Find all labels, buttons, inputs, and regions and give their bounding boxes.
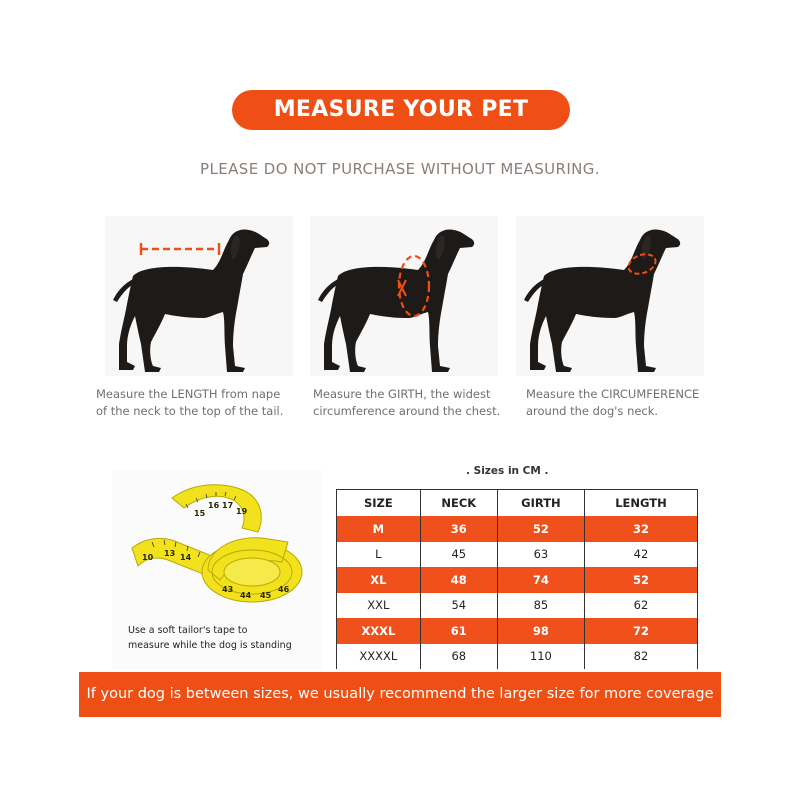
table-row [337, 593, 698, 619]
tape-measure-icon [112, 470, 322, 620]
tape-number: 13 [164, 549, 176, 558]
girth-panel [310, 216, 498, 376]
page-subtitle: PLEASE DO NOT PURCHASE WITHOUT MEASURING. [200, 160, 600, 178]
tape-number: 43 [222, 585, 234, 594]
table-row [337, 567, 698, 593]
size-cell: XXL [337, 593, 421, 619]
dog-length-icon [105, 216, 293, 376]
girth-cell: 98 [497, 618, 584, 644]
tape-caption [128, 623, 338, 653]
column-header-size: SIZE [337, 490, 421, 517]
column-header-girth: GIRTH [497, 490, 584, 517]
size-chart-table [336, 489, 698, 669]
neck-cell: 36 [420, 516, 497, 542]
sizes-unit-label: . Sizes in CM . [466, 465, 549, 477]
column-header-neck: NECK [420, 490, 497, 517]
tape-number: 45 [260, 591, 272, 600]
tape-number: 14 [180, 553, 192, 562]
length-caption [96, 386, 306, 420]
size-cell: XXXXL [337, 644, 421, 670]
column-header-length: LENGTH [585, 490, 698, 517]
tape-number: 10 [142, 553, 154, 562]
tape-number: 17 [222, 501, 234, 510]
girth-caption-line1: Measure the GIRTH, the widest [313, 387, 491, 401]
dog-girth-icon [310, 216, 498, 376]
length-caption-line2: of the neck to the top of the tail. [96, 404, 284, 418]
tape-number: 46 [278, 585, 290, 594]
neck-cell: 68 [420, 644, 497, 670]
neck-cell: 48 [420, 567, 497, 593]
size-cell: XL [337, 567, 421, 593]
neck-cell: 61 [420, 618, 497, 644]
page-title: MEASURE YOUR PET [232, 90, 570, 130]
table-row [337, 618, 698, 644]
neck-caption-line2: around the dog's neck. [526, 404, 659, 418]
tape-number: 16 [208, 501, 220, 510]
table-header-row [337, 490, 698, 517]
length-cell: 32 [585, 516, 698, 542]
table-row [337, 516, 698, 542]
girth-cell: 85 [497, 593, 584, 619]
length-cell: 42 [585, 542, 698, 568]
size-recommendation-banner: If your dog is between sizes, we usually recommend the larger size for more coverage [79, 672, 721, 717]
girth-caption [313, 386, 523, 420]
size-cell: M [337, 516, 421, 542]
table-row [337, 542, 698, 568]
neck-cell: 54 [420, 593, 497, 619]
tape-caption-line1: Use a soft tailor's tape to [128, 625, 248, 636]
girth-cell: 52 [497, 516, 584, 542]
tape-number: 44 [240, 591, 252, 600]
tape-number: 15 [194, 509, 206, 518]
girth-caption-line2: circumference around the chest. [313, 404, 501, 418]
length-cell: 52 [585, 567, 698, 593]
length-caption-line1: Measure the LENGTH from nape [96, 387, 281, 401]
girth-cell: 110 [497, 644, 584, 670]
girth-cell: 74 [497, 567, 584, 593]
length-cell: 82 [585, 644, 698, 670]
length-cell: 72 [585, 618, 698, 644]
dog-neck-icon [516, 216, 704, 376]
size-cell: L [337, 542, 421, 568]
length-cell: 62 [585, 593, 698, 619]
neck-caption [526, 386, 736, 420]
tape-caption-line2: measure while the dog is standing [128, 640, 292, 651]
size-cell: XXXL [337, 618, 421, 644]
neck-caption-line1: Measure the CIRCUMFERENCE [526, 387, 700, 401]
length-panel [105, 216, 293, 376]
table-row [337, 644, 698, 670]
neck-cell: 45 [420, 542, 497, 568]
girth-cell: 63 [497, 542, 584, 568]
tape-number: 19 [236, 507, 248, 516]
neck-panel [516, 216, 704, 376]
